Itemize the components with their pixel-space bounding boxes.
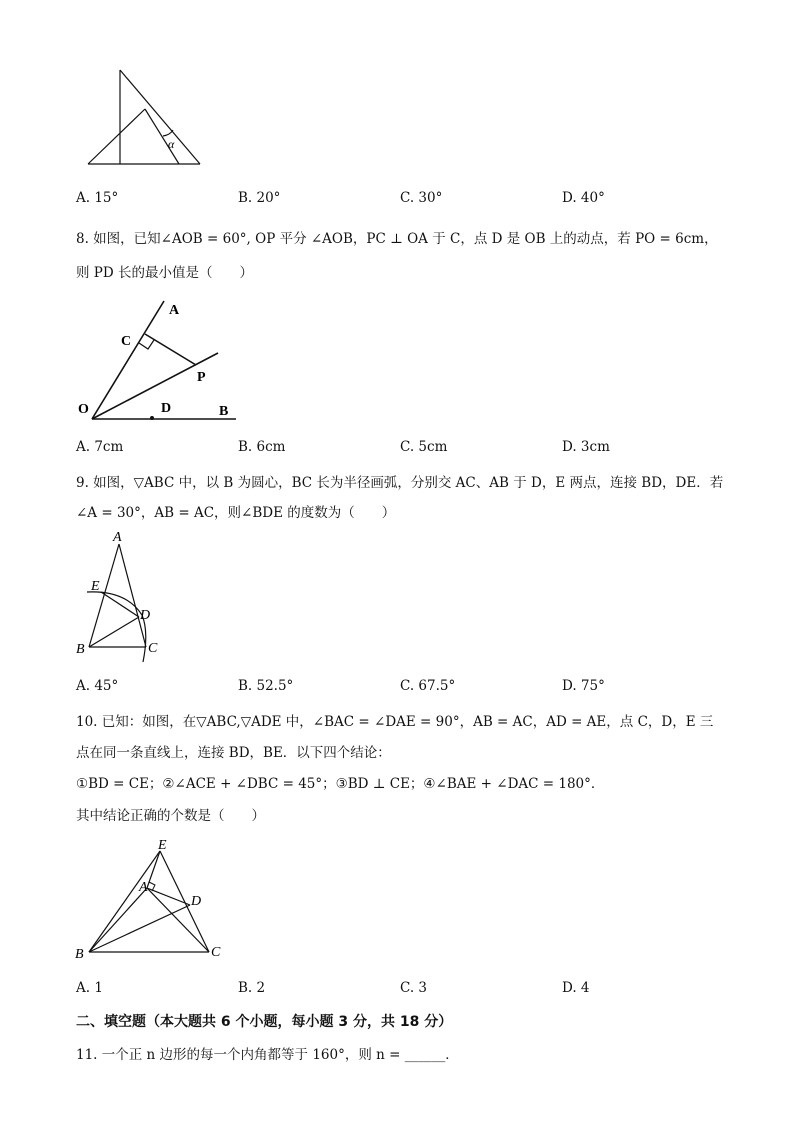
- q9-option-d: D. 75°: [562, 678, 605, 694]
- q9-stem-line1: 9. 如图，▽ABC 中，以 B 为圆心，BC 长为半径画弧，分别交 AC、AB 于 D，E 两点，连接 BD，DE．若: [76, 475, 724, 491]
- q8-label-a: A: [169, 303, 180, 318]
- q9-label-b: B: [76, 642, 85, 657]
- q8-option-b: B. 6cm: [238, 439, 286, 455]
- q10-label-e: E: [158, 838, 167, 853]
- q8-label-c: C: [121, 334, 132, 349]
- q9-label-a: A: [113, 530, 122, 545]
- q9-stem-line2: ∠A = 30°，AB = AC，则∠BDE 的度数为（ ）: [76, 505, 396, 521]
- q8-option-a: A. 7cm: [76, 439, 124, 455]
- q10-label-d: D: [191, 894, 202, 909]
- q8-label-p: P: [197, 370, 206, 385]
- q9-label-e: E: [91, 579, 100, 594]
- q10-label-a: A: [139, 880, 148, 895]
- q8-option-d: D. 3cm: [562, 439, 610, 455]
- q10-stem-line2: 点在同一条直线上，连接 BD，BE．以下四个结论：: [76, 745, 391, 761]
- q10-label-c: C: [211, 945, 221, 960]
- q9-option-c: C. 67.5°: [400, 678, 456, 694]
- q10-option-a: A. 1: [76, 980, 103, 996]
- q7-option-a: A. 15°: [76, 190, 119, 206]
- q11-stem: 11. 一个正 n 边形的每一个内角都等于 160°，则 n = ______．: [76, 1047, 459, 1063]
- q9-option-a: A. 45°: [76, 678, 119, 694]
- q8-label-d: D: [161, 401, 172, 416]
- q10-option-b: B. 2: [238, 980, 266, 996]
- q10-label-b: B: [75, 947, 84, 962]
- q9-option-b: B. 52.5°: [238, 678, 294, 694]
- q10-stem-line1: 10. 已知：如图，在▽ABC,▽ADE 中，∠BAC = ∠DAE = 90°，AB = AC，AD = AE，点 C，D，E 三: [76, 714, 714, 730]
- q9-label-d: D: [140, 608, 151, 623]
- q8-stem-line2: 则 PD 长的最小值是（ ）: [76, 265, 253, 281]
- q8-option-c: C. 5cm: [400, 439, 448, 455]
- q7-option-d: D. 40°: [562, 190, 605, 206]
- q7-option-c: C. 30°: [400, 190, 443, 206]
- q10-option-d: D. 4: [562, 980, 590, 996]
- q8-label-o: O: [78, 402, 89, 417]
- q10-stem-line4: 其中结论正确的个数是（ ）: [76, 808, 265, 824]
- q10-option-c: C. 3: [400, 980, 428, 996]
- section-heading: 二、填空题（本大题共 6 个小题，每小题 3 分，共 18 分）: [76, 1014, 453, 1030]
- q10-stem-line3: ①BD = CE；②∠ACE + ∠DBC = 45°；③BD ⊥ CE；④∠BAE + ∠DAC = 180°．: [76, 776, 605, 792]
- q9-label-c: C: [148, 641, 158, 656]
- q8-label-b: B: [219, 404, 229, 419]
- q7-option-b: B. 20°: [238, 190, 281, 206]
- q8-stem-line1: 8. 如图，已知∠AOB = 60°, OP 平分 ∠AOB，PC ⊥ OA 于 C，点 D 是 OB 上的动点，若 PO = 6cm，: [76, 231, 718, 247]
- q7-alpha-label: α: [168, 137, 175, 151]
